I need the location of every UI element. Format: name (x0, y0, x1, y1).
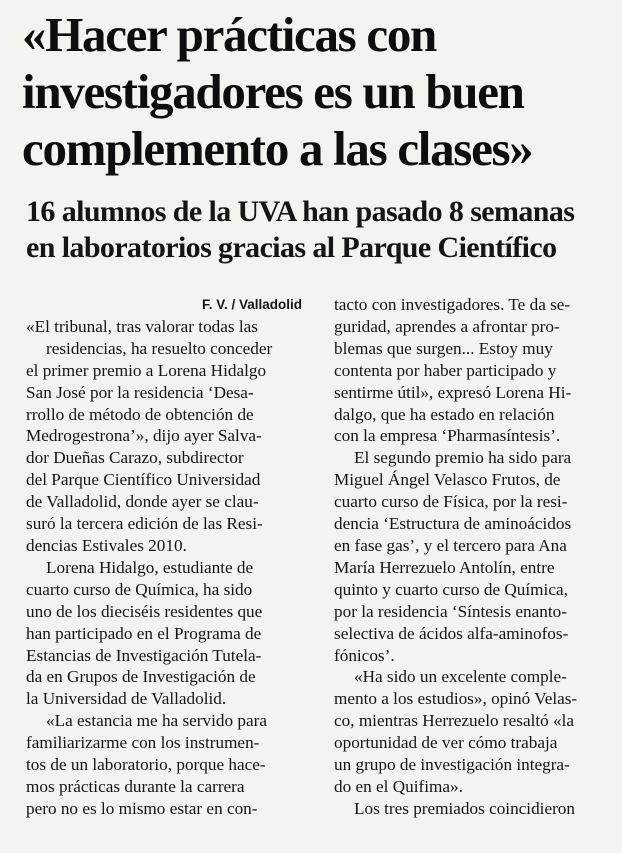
text-line: selectiva de ácidos alfa-aminofos- (334, 623, 569, 643)
text-line: María Herrezuelo Antolín, entre (334, 557, 555, 577)
text-line: Miguel Ángel Velasco Frutos, de (334, 470, 561, 490)
text-line: suró la tercera edición de las Resi- (26, 514, 263, 534)
text-line: por la residencia ‘Síntesis enanto- (334, 601, 567, 621)
text-line: el primer premio a Lorena Hidalgo (26, 360, 267, 380)
byline: F. V. / Valladolid (201, 297, 302, 312)
text-line: rrollo de método de obtención de (26, 404, 254, 424)
text-line: «La estancia me ha servido para (46, 711, 267, 731)
text-line: Estancias de Investigación Tutela- (26, 645, 262, 665)
headline (22, 6, 618, 177)
text-line: mento a los estudios», opinó Velas- (334, 689, 578, 709)
text-line: uno de los dieciséis residentes que (26, 601, 263, 621)
text-line: sentirme útil», expresó Lorena Hi- (334, 382, 572, 402)
text-line: mos prácticas durante la carrera (26, 776, 245, 796)
text-line: San José por la residencia ‘Desa- (26, 382, 254, 402)
text-line: cuarto curso de Física, por la resi- (334, 492, 568, 512)
text-line: residencias, ha resuelto conceder (46, 338, 273, 358)
text-line: cuarto curso de Química, ha sido (26, 579, 253, 599)
text-line: dencias Estivales 2010. (26, 535, 187, 555)
text-line: oportunidad de ver cómo trabaja (334, 733, 558, 753)
subheadline-line: 16 alumnos de la UVA han pasado 8 semanas (26, 195, 575, 228)
text-line: quinto y cuarto curso de Química, (334, 579, 568, 599)
text-line: fónicos’. (334, 645, 395, 665)
text-line: guridad, aprendes a afrontar pro- (334, 316, 560, 336)
subheadline-line: en laboratorios gracias al Parque Científico (26, 231, 557, 264)
text-line: pero no es lo mismo estar en con- (26, 798, 258, 818)
text-line: contenta por haber participado y (334, 360, 557, 380)
text-line: un grupo de investigación integra- (334, 755, 570, 775)
text-line: tos de un laboratorio, porque hace- (26, 755, 266, 775)
text-line: la Universidad de Valladolid. (26, 689, 227, 709)
text-line: co, mientras Herrezuelo resaltó «la (334, 711, 575, 731)
article-column-right (334, 294, 610, 820)
text-line: blemas que surgen... Estoy muy (334, 338, 553, 358)
text-line: tacto con investigadores. Te da se- (334, 295, 571, 314)
text-line: Los tres premiados coincidieron (354, 798, 575, 818)
headline-line: investigadores es un buen (22, 64, 524, 119)
text-line: Medrogestrona’», dijo ayer Salva- (26, 426, 262, 446)
text-line: han participado en el Programa de (26, 623, 262, 643)
text-line: dalgo, que ha estado en relación (334, 404, 555, 424)
headline-line: «Hacer prácticas con (22, 7, 436, 62)
text-line: del Parque Científico Universidad (26, 470, 261, 490)
text-line: dor Dueñas Carazo, subdirector (26, 448, 244, 468)
headline-line: complemento a las clases» (22, 121, 533, 176)
text-line: do en el Quifima». (334, 776, 463, 796)
text-line: de Valladolid, donde ayer se clau- (26, 492, 259, 512)
text-line: en fase gas’, y el tercero para Ana (334, 535, 567, 555)
text-line: Lorena Hidalgo, estudiante de (46, 557, 254, 577)
text-line: «El tribunal, tras valorar todas las (26, 316, 258, 336)
subheadline (26, 194, 618, 266)
article-column-left (26, 294, 304, 820)
text-line: con la empresa ‘Pharmasíntesis’. (334, 426, 561, 446)
text-line: familiarizarme con los instrumen- (26, 733, 260, 753)
text-line: dencia ‘Estructura de aminoácidos (334, 514, 572, 534)
text-line: da en Grupos de Investigación de (26, 667, 256, 687)
text-line: «Ha sido un excelente comple- (354, 667, 567, 687)
text-line: El segundo premio ha sido para (354, 448, 572, 468)
